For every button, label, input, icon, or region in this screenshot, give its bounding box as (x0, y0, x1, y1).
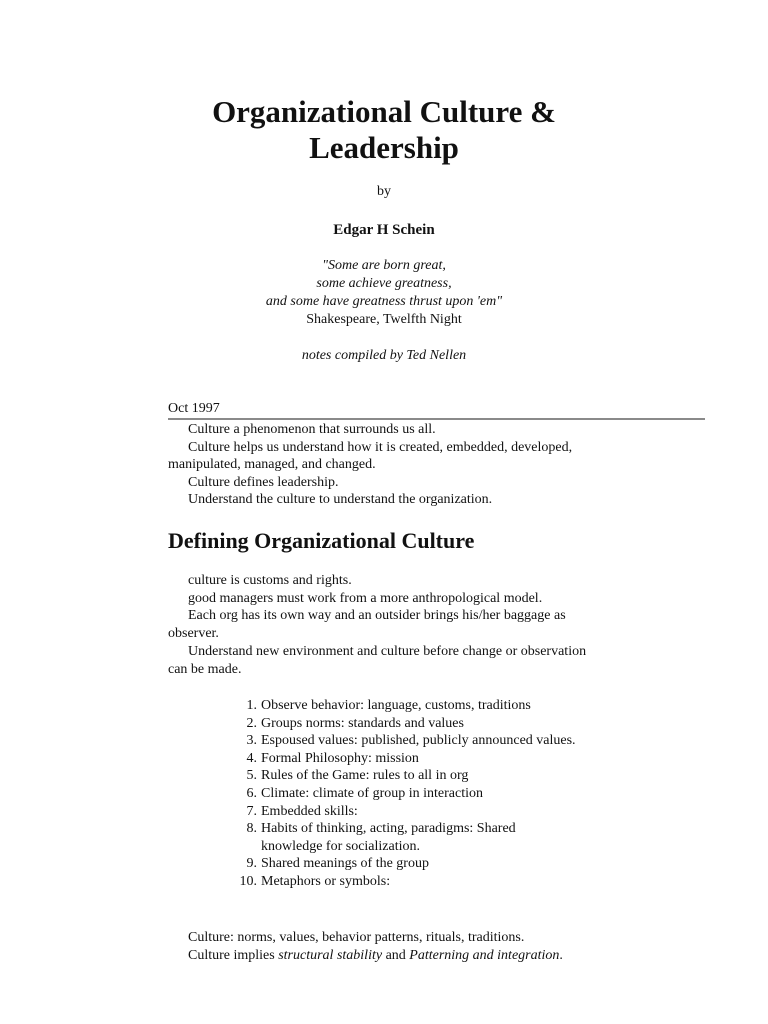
list-text: Climate: climate of group in interaction (261, 785, 483, 801)
list-text: Groups norms: standards and values (261, 715, 464, 731)
list-item (237, 750, 577, 768)
section-paragraph: culture is customs and rights. (188, 573, 352, 588)
list-number: 8. (246, 821, 257, 837)
author-name: Edgar H Schein (333, 222, 435, 238)
list-item (237, 767, 577, 785)
title-line-1: Organizational Culture & (212, 94, 556, 129)
list-number: 7. (246, 803, 257, 819)
list-number: 3. (246, 733, 257, 749)
list-text: Formal Philosophy: mission (261, 750, 419, 766)
list-number: 1. (246, 698, 257, 713)
list-item (237, 873, 577, 891)
list-item (237, 785, 577, 803)
list-text: Shared meanings of the group (261, 856, 429, 872)
list-text: Observe behavior: language, customs, traditions (261, 698, 531, 713)
list-text: Rules of the Game: rules to all in org (261, 768, 469, 784)
epigraph (0, 257, 768, 329)
title-line-2: Leadership (309, 130, 459, 165)
closing-paragraphs (168, 929, 568, 965)
list-item (237, 697, 577, 715)
list-number: 2. (246, 715, 257, 731)
epigraph-line-3: and some have greatness thrust upon 'em" (265, 294, 503, 309)
list-item (237, 855, 577, 873)
section-paragraph: Each org has its own way and an outsider brings his/her baggage as observer. (168, 608, 566, 642)
section-paragraph: Understand new environment and culture before change or observation can be made. (168, 643, 587, 677)
closing-text-prefix: Culture implies (188, 948, 279, 963)
document-title (0, 94, 768, 166)
epigraph-attribution: Shakespeare, Twelfth Night (306, 312, 462, 327)
section-paragraph: good managers must work from a more anthropological model. (188, 590, 543, 606)
intro-paragraph: Culture a phenomenon that surrounds us all. (188, 422, 436, 437)
list-number: 6. (246, 785, 257, 801)
closing-emphasis-1: structural stability (278, 948, 383, 963)
list-number: 10. (239, 873, 257, 889)
intro-paragraph: Culture defines leadership. (188, 474, 339, 490)
epigraph-line-2: some achieve greatness, (316, 276, 452, 291)
closing-paragraph-2 (168, 947, 568, 965)
closing-emphasis-2: Patterning and integration (409, 948, 560, 963)
list-text: Metaphors or symbols: (261, 873, 391, 889)
intro-paragraphs (168, 421, 588, 509)
intro-paragraph: Understand the culture to understand the organization. (188, 492, 493, 507)
list-item (237, 732, 577, 750)
byline: by (377, 184, 391, 199)
list-item (237, 820, 577, 855)
epigraph-line-1: "Some are born great, (322, 258, 446, 273)
list-text: Habits of thinking, acting, paradigms: Shared knowledge for socialization. (261, 821, 516, 854)
intro-paragraph: Culture helps us understand how it is created, embedded, developed, manipulated, managed, and changed. (168, 439, 573, 472)
list-item (237, 803, 577, 821)
document-date: Oct 1997 (168, 401, 220, 416)
list-text: Embedded skills: (261, 803, 358, 819)
list-text: Espoused values: published, publicly announced values. (261, 733, 576, 749)
compiler-note: notes compiled by Ted Nellen (301, 348, 467, 363)
list-number: 5. (246, 768, 257, 784)
horizontal-divider (168, 418, 705, 420)
list-item (237, 715, 577, 733)
culture-levels-list (237, 697, 577, 891)
closing-paragraph-1: Culture: norms, values, behavior patterns, rituals, traditions. (188, 930, 525, 945)
closing-text-mid: and (382, 948, 410, 963)
closing-text-end: . (559, 948, 563, 963)
list-number: 9. (246, 856, 257, 872)
section-paragraphs (168, 572, 598, 678)
section-heading: Defining Organizational Culture (168, 528, 475, 553)
list-number: 4. (246, 750, 257, 766)
